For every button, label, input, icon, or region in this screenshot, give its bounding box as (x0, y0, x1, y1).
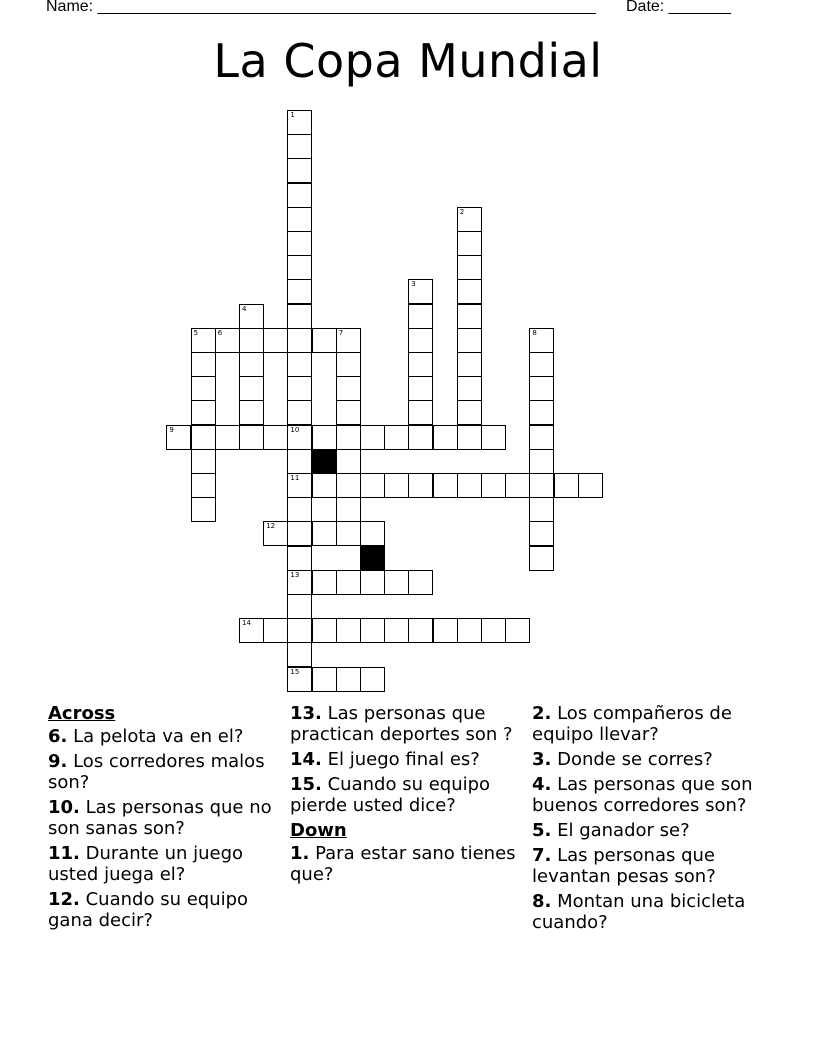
grid-cell (336, 667, 361, 692)
grid-cell (457, 255, 482, 280)
across-heading: Across (48, 703, 116, 724)
grid-cell (384, 425, 409, 450)
grid-cell (287, 134, 312, 159)
grid-cell (384, 570, 409, 595)
grid-cell (336, 352, 361, 377)
clue-across: 6. La pelota va en el? (48, 726, 244, 747)
grid-cell (457, 618, 482, 643)
down-heading: Down (290, 820, 347, 841)
clue-number: 5 (193, 328, 199, 337)
grid-cell (408, 304, 433, 329)
grid-cell (408, 279, 433, 304)
grid-cell (408, 425, 433, 450)
grid-cell (529, 376, 554, 401)
grid-cell (360, 425, 385, 450)
grid-cell (360, 473, 385, 498)
grid-cell (191, 400, 216, 425)
clue-number: 9 (169, 425, 174, 434)
clue-down: 1. Para estar sano tienes que? (290, 843, 516, 885)
grid-cell (336, 570, 361, 595)
grid-cell (529, 400, 554, 425)
grid-cell (481, 473, 506, 498)
grid-cell (457, 207, 482, 232)
grid-cell (191, 352, 216, 377)
grid-cell (287, 618, 312, 643)
clue-number: 13 (290, 570, 300, 579)
grid-cell (384, 618, 409, 643)
clue-number: 11 (290, 474, 300, 482)
grid-cell (554, 473, 579, 498)
clue-down: 5. El ganador se? (532, 820, 690, 841)
clue-number: 6 (217, 328, 223, 337)
date-field: Date: _______ (626, 0, 731, 15)
grid-cell (529, 521, 554, 546)
grid-cell (287, 642, 312, 667)
grid-cell (408, 618, 433, 643)
grid-cell (433, 618, 458, 643)
grid-cell (457, 473, 482, 498)
grid-cell (336, 497, 361, 522)
grid-cell (263, 425, 288, 450)
grid-cell (263, 328, 288, 353)
clue-down: 4. Las personas que son buenos corredores son? (532, 774, 753, 816)
grid-cell (529, 546, 554, 571)
grid-cell (360, 570, 385, 595)
grid-cell (457, 376, 482, 401)
clue-number: 4 (242, 304, 247, 313)
grid-cell (191, 328, 216, 353)
clue-number: 14 (242, 619, 251, 628)
grid-cell (312, 521, 337, 546)
grid-cell (239, 304, 264, 329)
grid-cell (239, 352, 264, 377)
grid-cell (360, 521, 385, 546)
grid-cell (312, 328, 337, 353)
grid-cell (312, 618, 337, 643)
grid-cell (457, 304, 482, 329)
clue-number: 2 (459, 207, 465, 216)
grid-cell (457, 231, 482, 256)
clue-across: 11. Durante un juego usted juega el? (48, 843, 244, 885)
grid-cell (287, 497, 312, 522)
grid-cell (505, 473, 530, 498)
clue-number: 1 (290, 111, 295, 119)
grid-cell (287, 304, 312, 329)
clue-number: 7 (338, 328, 344, 337)
grid-cell (215, 328, 240, 353)
clue-number: 12 (266, 522, 276, 531)
grid-cell (481, 425, 506, 450)
grid-cell (360, 618, 385, 643)
grid-cell (457, 352, 482, 377)
clue-column-3 (532, 703, 772, 937)
grid-cell (408, 328, 433, 353)
clue-down: 2. Los compañeros de equipo llevar? (532, 703, 732, 745)
grid-cell (287, 521, 312, 546)
grid-cell (529, 328, 554, 353)
grid-cell (287, 328, 312, 353)
clue-number: 15 (290, 667, 300, 676)
name-field: Name: ________________________________________________________ (46, 0, 596, 15)
clue-across: 9. Los corredores malos son? (48, 751, 265, 793)
grid-cell (263, 618, 288, 643)
grid-cell (433, 473, 458, 498)
grid-cell (408, 352, 433, 377)
grid-cell (287, 279, 312, 304)
clue-across: 10. Las personas que no son sanas son? (48, 797, 272, 839)
grid-cell (336, 376, 361, 401)
grid-cell (287, 400, 312, 425)
clue-down: 8. Montan una bicicleta cuando? (532, 891, 746, 933)
clue-down: 7. Las personas que levantan pesas son? (532, 845, 716, 887)
grid-cell (312, 449, 337, 474)
clue-across: 12. Cuando su equipo gana decir? (48, 889, 249, 931)
grid-cell (408, 473, 433, 498)
grid-cell (336, 521, 361, 546)
grid-cell (287, 425, 312, 450)
grid-cell (191, 473, 216, 498)
grid-cell (312, 473, 337, 498)
grid-cell (433, 425, 458, 450)
clue-number: 3 (411, 280, 416, 289)
grid-cell (408, 400, 433, 425)
grid-cell (336, 449, 361, 474)
grid-cell (457, 328, 482, 353)
grid-cell (336, 473, 361, 498)
grid-cell (287, 255, 312, 280)
clue-down: 3. Donde se corres? (532, 749, 713, 770)
clue-column-2 (290, 703, 522, 889)
grid-cell (287, 207, 312, 232)
grid-cell (457, 425, 482, 450)
grid-cell (457, 279, 482, 304)
grid-cell (166, 425, 191, 450)
grid-cell (263, 521, 288, 546)
grid-cell (360, 546, 385, 571)
grid-cell (312, 570, 337, 595)
grid-cell (239, 376, 264, 401)
grid-cell (239, 328, 264, 353)
clue-column-1 (48, 703, 280, 935)
grid-cell (312, 425, 337, 450)
clue-across: 13. Las personas que practican deportes son ? (290, 703, 513, 745)
grid-cell (505, 618, 530, 643)
grid-cell (215, 425, 240, 450)
grid-cell (408, 376, 433, 401)
grid-cell (191, 449, 216, 474)
grid-cell (312, 667, 337, 692)
grid-cell (287, 376, 312, 401)
grid-cell (239, 425, 264, 450)
grid-cell (457, 400, 482, 425)
grid-cell (287, 110, 312, 135)
clue-number: 10 (290, 425, 300, 434)
grid-cell (529, 497, 554, 522)
grid-cell (336, 400, 361, 425)
grid-cell (529, 352, 554, 377)
page-title: La Copa Mundial (213, 34, 603, 88)
clue-across: 15. Cuando su equipo pierde usted dice? (290, 774, 491, 816)
grid-cell (336, 618, 361, 643)
grid-cell (239, 400, 264, 425)
grid-cell (336, 425, 361, 450)
grid-cell (287, 570, 312, 595)
grid-cell (481, 618, 506, 643)
grid-cell (287, 473, 312, 498)
grid-cell (529, 473, 554, 498)
grid-cell (360, 667, 385, 692)
grid-cell (287, 667, 312, 692)
clue-across: 14. El juego final es? (290, 749, 480, 770)
grid-cell (287, 183, 312, 208)
grid-cell (529, 449, 554, 474)
grid-cell (287, 546, 312, 571)
grid-cell (191, 425, 216, 450)
grid-cell (287, 352, 312, 377)
grid-cell (408, 570, 433, 595)
grid-cell (384, 473, 409, 498)
grid-cell (578, 473, 603, 498)
grid-cell (287, 231, 312, 256)
grid-cell (287, 594, 312, 619)
grid-cell (529, 425, 554, 450)
grid-cell (287, 449, 312, 474)
grid-cell (239, 618, 264, 643)
clue-number: 8 (532, 328, 537, 337)
grid-cell (336, 328, 361, 353)
grid-cell (191, 376, 216, 401)
grid-cell (191, 497, 216, 522)
grid-cell (287, 158, 312, 183)
